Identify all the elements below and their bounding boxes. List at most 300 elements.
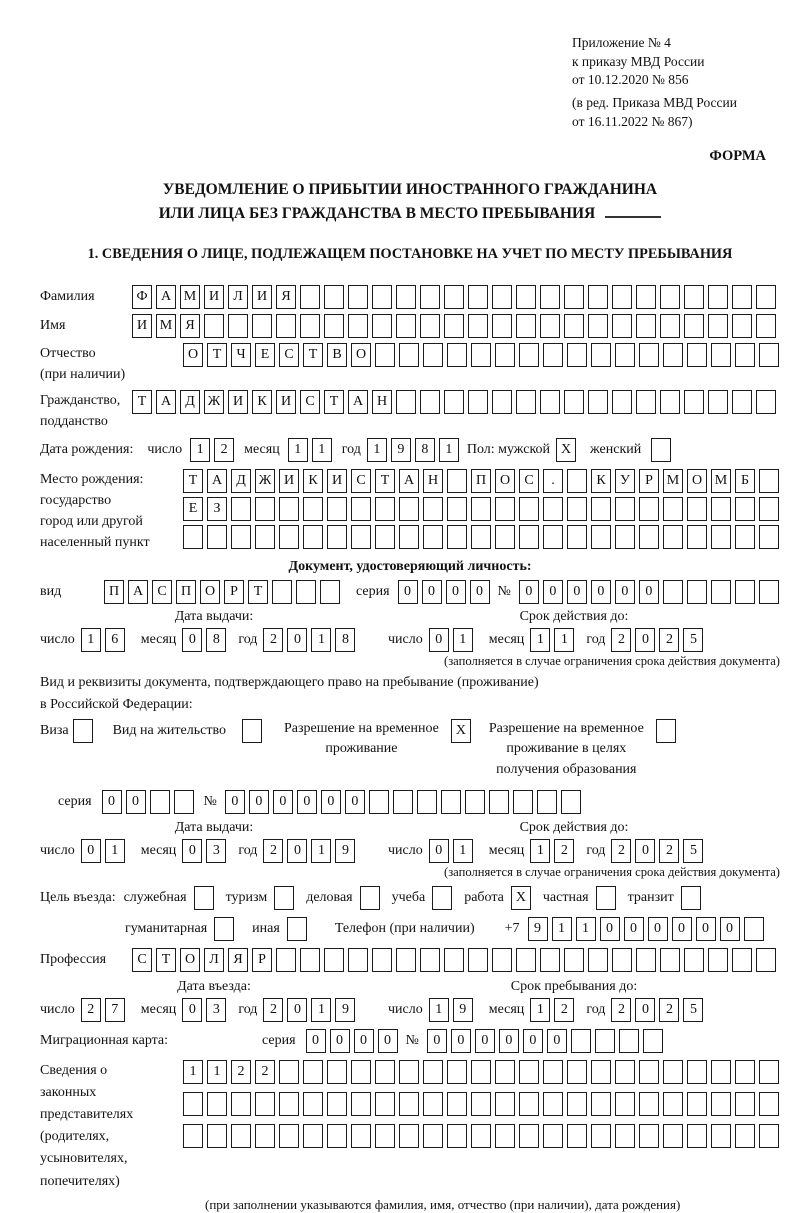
char-cell[interactable] bbox=[663, 1124, 683, 1148]
char-cell[interactable]: X bbox=[556, 438, 576, 462]
stay-day[interactable] bbox=[429, 998, 477, 1022]
char-cell[interactable]: А bbox=[207, 469, 227, 493]
purpose-checkbox[interactable] bbox=[274, 886, 294, 910]
char-cell[interactable] bbox=[492, 285, 512, 309]
char-cell[interactable] bbox=[687, 1092, 707, 1116]
char-cell[interactable]: Д bbox=[180, 390, 200, 414]
char-cell[interactable]: 5 bbox=[683, 628, 703, 652]
char-cell[interactable] bbox=[393, 790, 413, 814]
purpose-checkbox[interactable] bbox=[360, 886, 380, 910]
char-cell[interactable] bbox=[255, 525, 275, 549]
char-cell[interactable]: 2 bbox=[659, 998, 679, 1022]
doc-valid-day[interactable] bbox=[429, 628, 477, 652]
char-cell[interactable] bbox=[711, 1060, 731, 1084]
char-cell[interactable]: 2 bbox=[611, 628, 631, 652]
char-cell[interactable]: 0 bbox=[306, 1029, 326, 1053]
char-cell[interactable]: 0 bbox=[378, 1029, 398, 1053]
char-cell[interactable]: 0 bbox=[287, 998, 307, 1022]
char-cell[interactable]: 1 bbox=[81, 628, 101, 652]
char-cell[interactable]: 0 bbox=[635, 839, 655, 863]
permit-valid-month[interactable] bbox=[530, 839, 578, 863]
char-cell[interactable] bbox=[399, 1060, 419, 1084]
char-cell[interactable] bbox=[150, 790, 170, 814]
char-cell[interactable]: 0 bbox=[672, 917, 692, 941]
char-cell[interactable]: И bbox=[279, 469, 299, 493]
char-cell[interactable]: 1 bbox=[429, 998, 449, 1022]
visa-checkbox[interactable] bbox=[73, 719, 93, 743]
char-cell[interactable]: 0 bbox=[591, 580, 611, 604]
char-cell[interactable]: 5 bbox=[683, 998, 703, 1022]
char-cell[interactable] bbox=[300, 285, 320, 309]
char-cell[interactable]: В bbox=[327, 343, 347, 367]
char-cell[interactable] bbox=[471, 525, 491, 549]
char-cell[interactable] bbox=[207, 1124, 227, 1148]
char-cell[interactable]: 0 bbox=[429, 839, 449, 863]
char-cell[interactable] bbox=[468, 948, 488, 972]
char-cell[interactable] bbox=[519, 1060, 539, 1084]
char-cell[interactable]: С bbox=[300, 390, 320, 414]
char-cell[interactable] bbox=[207, 525, 227, 549]
char-cell[interactable] bbox=[591, 525, 611, 549]
char-cell[interactable] bbox=[681, 886, 701, 910]
entry-year[interactable] bbox=[263, 998, 359, 1022]
char-cell[interactable] bbox=[711, 525, 731, 549]
char-cell[interactable] bbox=[756, 948, 776, 972]
representatives-row2[interactable] bbox=[183, 1092, 783, 1116]
char-cell[interactable]: З bbox=[207, 497, 227, 521]
char-cell[interactable] bbox=[360, 886, 380, 910]
char-cell[interactable] bbox=[687, 580, 707, 604]
char-cell[interactable] bbox=[276, 948, 296, 972]
char-cell[interactable] bbox=[231, 497, 251, 521]
edu-permit-checkbox[interactable] bbox=[656, 719, 676, 743]
char-cell[interactable]: 9 bbox=[528, 917, 548, 941]
char-cell[interactable] bbox=[660, 948, 680, 972]
char-cell[interactable]: 1 bbox=[554, 628, 574, 652]
purpose-checkbox[interactable] bbox=[194, 886, 214, 910]
sex-male-checkbox[interactable] bbox=[556, 438, 576, 462]
permit-valid-year[interactable] bbox=[611, 839, 707, 863]
char-cell[interactable] bbox=[537, 790, 557, 814]
char-cell[interactable] bbox=[660, 285, 680, 309]
char-cell[interactable] bbox=[567, 1124, 587, 1148]
char-cell[interactable] bbox=[447, 1124, 467, 1148]
permit-number-field[interactable] bbox=[225, 790, 585, 814]
char-cell[interactable] bbox=[399, 525, 419, 549]
char-cell[interactable] bbox=[684, 285, 704, 309]
char-cell[interactable] bbox=[735, 497, 755, 521]
char-cell[interactable] bbox=[615, 1060, 635, 1084]
char-cell[interactable]: 0 bbox=[639, 580, 659, 604]
char-cell[interactable] bbox=[516, 948, 536, 972]
char-cell[interactable]: У bbox=[615, 469, 635, 493]
char-cell[interactable]: 1 bbox=[530, 628, 550, 652]
char-cell[interactable]: С bbox=[279, 343, 299, 367]
surname-field[interactable] bbox=[132, 285, 780, 309]
char-cell[interactable] bbox=[759, 1124, 779, 1148]
char-cell[interactable] bbox=[300, 314, 320, 338]
char-cell[interactable] bbox=[296, 580, 316, 604]
char-cell[interactable]: Т bbox=[248, 580, 268, 604]
char-cell[interactable]: 0 bbox=[126, 790, 146, 814]
char-cell[interactable] bbox=[759, 343, 779, 367]
char-cell[interactable]: 1 bbox=[439, 438, 459, 462]
char-cell[interactable] bbox=[372, 314, 392, 338]
char-cell[interactable] bbox=[417, 790, 437, 814]
char-cell[interactable] bbox=[596, 886, 616, 910]
char-cell[interactable]: И bbox=[204, 285, 224, 309]
char-cell[interactable] bbox=[375, 1124, 395, 1148]
char-cell[interactable] bbox=[492, 314, 512, 338]
char-cell[interactable] bbox=[324, 948, 344, 972]
char-cell[interactable]: 0 bbox=[600, 917, 620, 941]
char-cell[interactable] bbox=[588, 285, 608, 309]
char-cell[interactable] bbox=[732, 314, 752, 338]
char-cell[interactable] bbox=[255, 1092, 275, 1116]
char-cell[interactable]: Т bbox=[156, 948, 176, 972]
char-cell[interactable] bbox=[324, 314, 344, 338]
char-cell[interactable]: С bbox=[519, 469, 539, 493]
char-cell[interactable] bbox=[444, 285, 464, 309]
char-cell[interactable] bbox=[423, 343, 443, 367]
char-cell[interactable]: Т bbox=[303, 343, 323, 367]
char-cell[interactable] bbox=[660, 314, 680, 338]
char-cell[interactable] bbox=[420, 948, 440, 972]
migration-series-field[interactable] bbox=[306, 1029, 402, 1053]
char-cell[interactable] bbox=[444, 390, 464, 414]
char-cell[interactable] bbox=[183, 525, 203, 549]
char-cell[interactable] bbox=[516, 314, 536, 338]
char-cell[interactable] bbox=[351, 1060, 371, 1084]
char-cell[interactable] bbox=[543, 1092, 563, 1116]
char-cell[interactable] bbox=[231, 1092, 251, 1116]
char-cell[interactable] bbox=[495, 525, 515, 549]
char-cell[interactable] bbox=[588, 390, 608, 414]
char-cell[interactable]: П bbox=[471, 469, 491, 493]
char-cell[interactable] bbox=[516, 390, 536, 414]
permit-issue-month[interactable] bbox=[182, 839, 230, 863]
char-cell[interactable] bbox=[432, 886, 452, 910]
char-cell[interactable] bbox=[242, 719, 262, 743]
char-cell[interactable] bbox=[320, 580, 340, 604]
char-cell[interactable] bbox=[375, 343, 395, 367]
char-cell[interactable] bbox=[567, 469, 587, 493]
char-cell[interactable] bbox=[279, 497, 299, 521]
char-cell[interactable]: 0 bbox=[287, 839, 307, 863]
char-cell[interactable]: М bbox=[156, 314, 176, 338]
char-cell[interactable] bbox=[396, 948, 416, 972]
char-cell[interactable] bbox=[564, 390, 584, 414]
char-cell[interactable] bbox=[636, 314, 656, 338]
char-cell[interactable] bbox=[519, 525, 539, 549]
char-cell[interactable]: И bbox=[132, 314, 152, 338]
char-cell[interactable] bbox=[711, 497, 731, 521]
char-cell[interactable] bbox=[255, 497, 275, 521]
char-cell[interactable] bbox=[639, 343, 659, 367]
char-cell[interactable] bbox=[194, 886, 214, 910]
char-cell[interactable] bbox=[567, 525, 587, 549]
char-cell[interactable] bbox=[324, 285, 344, 309]
char-cell[interactable]: 1 bbox=[530, 998, 550, 1022]
char-cell[interactable] bbox=[639, 525, 659, 549]
char-cell[interactable] bbox=[639, 1124, 659, 1148]
char-cell[interactable]: 5 bbox=[683, 839, 703, 863]
char-cell[interactable] bbox=[492, 390, 512, 414]
char-cell[interactable] bbox=[444, 948, 464, 972]
char-cell[interactable]: 1 bbox=[311, 998, 331, 1022]
char-cell[interactable]: Д bbox=[231, 469, 251, 493]
char-cell[interactable] bbox=[274, 886, 294, 910]
char-cell[interactable] bbox=[540, 285, 560, 309]
char-cell[interactable]: Л bbox=[228, 285, 248, 309]
char-cell[interactable]: Р bbox=[639, 469, 659, 493]
given-name-field[interactable] bbox=[132, 314, 780, 338]
char-cell[interactable]: П bbox=[104, 580, 124, 604]
char-cell[interactable] bbox=[372, 948, 392, 972]
char-cell[interactable] bbox=[228, 314, 248, 338]
char-cell[interactable] bbox=[708, 314, 728, 338]
char-cell[interactable] bbox=[396, 390, 416, 414]
char-cell[interactable]: 3 bbox=[206, 839, 226, 863]
char-cell[interactable]: 2 bbox=[659, 839, 679, 863]
char-cell[interactable] bbox=[588, 314, 608, 338]
char-cell[interactable]: 0 bbox=[635, 628, 655, 652]
char-cell[interactable]: Я bbox=[180, 314, 200, 338]
char-cell[interactable] bbox=[447, 525, 467, 549]
purpose-checkbox[interactable] bbox=[596, 886, 616, 910]
char-cell[interactable] bbox=[687, 525, 707, 549]
char-cell[interactable]: 2 bbox=[214, 438, 234, 462]
char-cell[interactable] bbox=[420, 314, 440, 338]
char-cell[interactable] bbox=[591, 1092, 611, 1116]
char-cell[interactable] bbox=[495, 343, 515, 367]
char-cell[interactable] bbox=[735, 1124, 755, 1148]
char-cell[interactable] bbox=[351, 525, 371, 549]
char-cell[interactable] bbox=[207, 1092, 227, 1116]
char-cell[interactable] bbox=[272, 580, 292, 604]
char-cell[interactable] bbox=[588, 948, 608, 972]
char-cell[interactable] bbox=[204, 314, 224, 338]
migration-number-field[interactable] bbox=[427, 1029, 667, 1053]
char-cell[interactable]: 2 bbox=[611, 998, 631, 1022]
char-cell[interactable]: 2 bbox=[231, 1060, 251, 1084]
char-cell[interactable] bbox=[471, 497, 491, 521]
char-cell[interactable]: А bbox=[128, 580, 148, 604]
char-cell[interactable]: Б bbox=[735, 469, 755, 493]
char-cell[interactable] bbox=[519, 1124, 539, 1148]
char-cell[interactable]: 8 bbox=[415, 438, 435, 462]
char-cell[interactable] bbox=[396, 314, 416, 338]
char-cell[interactable] bbox=[276, 314, 296, 338]
char-cell[interactable]: О bbox=[351, 343, 371, 367]
char-cell[interactable] bbox=[612, 314, 632, 338]
char-cell[interactable] bbox=[423, 1124, 443, 1148]
char-cell[interactable]: 1 bbox=[453, 628, 473, 652]
permit-issue-day[interactable] bbox=[81, 839, 129, 863]
char-cell[interactable]: К bbox=[591, 469, 611, 493]
char-cell[interactable] bbox=[643, 1029, 663, 1053]
char-cell[interactable]: 2 bbox=[263, 628, 283, 652]
char-cell[interactable] bbox=[279, 1060, 299, 1084]
char-cell[interactable] bbox=[327, 1060, 347, 1084]
char-cell[interactable] bbox=[615, 1124, 635, 1148]
char-cell[interactable] bbox=[489, 790, 509, 814]
char-cell[interactable]: Т bbox=[324, 390, 344, 414]
char-cell[interactable]: 0 bbox=[543, 580, 563, 604]
char-cell[interactable]: К bbox=[303, 469, 323, 493]
char-cell[interactable] bbox=[543, 343, 563, 367]
char-cell[interactable]: 0 bbox=[446, 580, 466, 604]
char-cell[interactable] bbox=[612, 285, 632, 309]
char-cell[interactable]: . bbox=[543, 469, 563, 493]
char-cell[interactable]: 2 bbox=[554, 839, 574, 863]
char-cell[interactable] bbox=[369, 790, 389, 814]
char-cell[interactable]: 0 bbox=[354, 1029, 374, 1053]
char-cell[interactable] bbox=[73, 719, 93, 743]
char-cell[interactable] bbox=[759, 497, 779, 521]
char-cell[interactable] bbox=[732, 948, 752, 972]
char-cell[interactable]: Л bbox=[204, 948, 224, 972]
char-cell[interactable] bbox=[303, 525, 323, 549]
char-cell[interactable] bbox=[231, 525, 251, 549]
char-cell[interactable]: С bbox=[132, 948, 152, 972]
char-cell[interactable] bbox=[495, 1124, 515, 1148]
char-cell[interactable]: 1 bbox=[207, 1060, 227, 1084]
char-cell[interactable] bbox=[519, 1092, 539, 1116]
char-cell[interactable]: О bbox=[180, 948, 200, 972]
char-cell[interactable] bbox=[663, 525, 683, 549]
char-cell[interactable]: 2 bbox=[263, 998, 283, 1022]
char-cell[interactable]: И bbox=[252, 285, 272, 309]
char-cell[interactable]: 1 bbox=[311, 628, 331, 652]
char-cell[interactable] bbox=[468, 314, 488, 338]
purpose-checkbox[interactable] bbox=[511, 886, 531, 910]
char-cell[interactable]: 9 bbox=[391, 438, 411, 462]
char-cell[interactable]: 1 bbox=[190, 438, 210, 462]
doc-valid-year[interactable] bbox=[611, 628, 707, 652]
char-cell[interactable]: 9 bbox=[335, 998, 355, 1022]
char-cell[interactable] bbox=[687, 1060, 707, 1084]
char-cell[interactable]: 0 bbox=[273, 790, 293, 814]
representatives-row3[interactable] bbox=[183, 1124, 783, 1148]
sex-female-checkbox[interactable] bbox=[651, 438, 671, 462]
char-cell[interactable] bbox=[564, 285, 584, 309]
char-cell[interactable]: 6 bbox=[105, 628, 125, 652]
char-cell[interactable] bbox=[543, 1124, 563, 1148]
char-cell[interactable]: 0 bbox=[287, 628, 307, 652]
char-cell[interactable] bbox=[615, 1092, 635, 1116]
char-cell[interactable]: 0 bbox=[648, 917, 668, 941]
char-cell[interactable] bbox=[375, 497, 395, 521]
char-cell[interactable] bbox=[447, 469, 467, 493]
char-cell[interactable]: 0 bbox=[102, 790, 122, 814]
patronymic-field[interactable] bbox=[183, 343, 783, 367]
char-cell[interactable] bbox=[327, 525, 347, 549]
char-cell[interactable]: 0 bbox=[475, 1029, 495, 1053]
char-cell[interactable] bbox=[756, 314, 776, 338]
char-cell[interactable]: О bbox=[183, 343, 203, 367]
char-cell[interactable] bbox=[615, 497, 635, 521]
char-cell[interactable]: Т bbox=[183, 469, 203, 493]
char-cell[interactable]: Е bbox=[255, 343, 275, 367]
char-cell[interactable] bbox=[711, 580, 731, 604]
char-cell[interactable]: С bbox=[152, 580, 172, 604]
char-cell[interactable]: 1 bbox=[453, 839, 473, 863]
permit-series-field[interactable] bbox=[102, 790, 198, 814]
char-cell[interactable] bbox=[348, 285, 368, 309]
char-cell[interactable] bbox=[615, 525, 635, 549]
char-cell[interactable] bbox=[711, 1124, 731, 1148]
char-cell[interactable] bbox=[612, 948, 632, 972]
char-cell[interactable]: 0 bbox=[182, 998, 202, 1022]
char-cell[interactable]: К bbox=[252, 390, 272, 414]
char-cell[interactable] bbox=[663, 1060, 683, 1084]
char-cell[interactable] bbox=[351, 1092, 371, 1116]
char-cell[interactable] bbox=[423, 1060, 443, 1084]
char-cell[interactable] bbox=[567, 1092, 587, 1116]
char-cell[interactable]: 3 bbox=[206, 998, 226, 1022]
char-cell[interactable] bbox=[591, 1124, 611, 1148]
char-cell[interactable]: А bbox=[156, 285, 176, 309]
purpose-checkbox[interactable] bbox=[681, 886, 701, 910]
char-cell[interactable]: 1 bbox=[312, 438, 332, 462]
doc-issue-month[interactable] bbox=[182, 628, 230, 652]
char-cell[interactable]: 1 bbox=[105, 839, 125, 863]
char-cell[interactable]: 0 bbox=[427, 1029, 447, 1053]
char-cell[interactable]: 9 bbox=[335, 839, 355, 863]
char-cell[interactable] bbox=[513, 790, 533, 814]
char-cell[interactable]: 0 bbox=[345, 790, 365, 814]
char-cell[interactable] bbox=[561, 790, 581, 814]
char-cell[interactable] bbox=[375, 1092, 395, 1116]
char-cell[interactable] bbox=[591, 497, 611, 521]
char-cell[interactable] bbox=[735, 525, 755, 549]
char-cell[interactable] bbox=[735, 1060, 755, 1084]
char-cell[interactable] bbox=[567, 497, 587, 521]
permit-issue-year[interactable] bbox=[263, 839, 359, 863]
char-cell[interactable]: 0 bbox=[499, 1029, 519, 1053]
char-cell[interactable] bbox=[735, 1092, 755, 1116]
char-cell[interactable] bbox=[564, 314, 584, 338]
char-cell[interactable]: 1 bbox=[183, 1060, 203, 1084]
char-cell[interactable] bbox=[636, 390, 656, 414]
char-cell[interactable]: 2 bbox=[554, 998, 574, 1022]
doc-issue-year[interactable] bbox=[263, 628, 359, 652]
char-cell[interactable]: 0 bbox=[696, 917, 716, 941]
char-cell[interactable] bbox=[567, 1060, 587, 1084]
char-cell[interactable] bbox=[519, 497, 539, 521]
char-cell[interactable]: 9 bbox=[453, 998, 473, 1022]
char-cell[interactable] bbox=[591, 343, 611, 367]
char-cell[interactable] bbox=[543, 525, 563, 549]
char-cell[interactable]: 2 bbox=[81, 998, 101, 1022]
char-cell[interactable]: И bbox=[228, 390, 248, 414]
char-cell[interactable] bbox=[348, 948, 368, 972]
char-cell[interactable]: 0 bbox=[321, 790, 341, 814]
doc-series-field[interactable] bbox=[398, 580, 494, 604]
char-cell[interactable] bbox=[492, 948, 512, 972]
char-cell[interactable]: М bbox=[663, 469, 683, 493]
char-cell[interactable] bbox=[708, 285, 728, 309]
char-cell[interactable] bbox=[684, 390, 704, 414]
char-cell[interactable]: 1 bbox=[367, 438, 387, 462]
birth-year-field[interactable] bbox=[367, 438, 463, 462]
char-cell[interactable] bbox=[300, 948, 320, 972]
char-cell[interactable] bbox=[279, 525, 299, 549]
purpose-checkbox[interactable] bbox=[432, 886, 452, 910]
char-cell[interactable] bbox=[468, 390, 488, 414]
char-cell[interactable] bbox=[420, 390, 440, 414]
